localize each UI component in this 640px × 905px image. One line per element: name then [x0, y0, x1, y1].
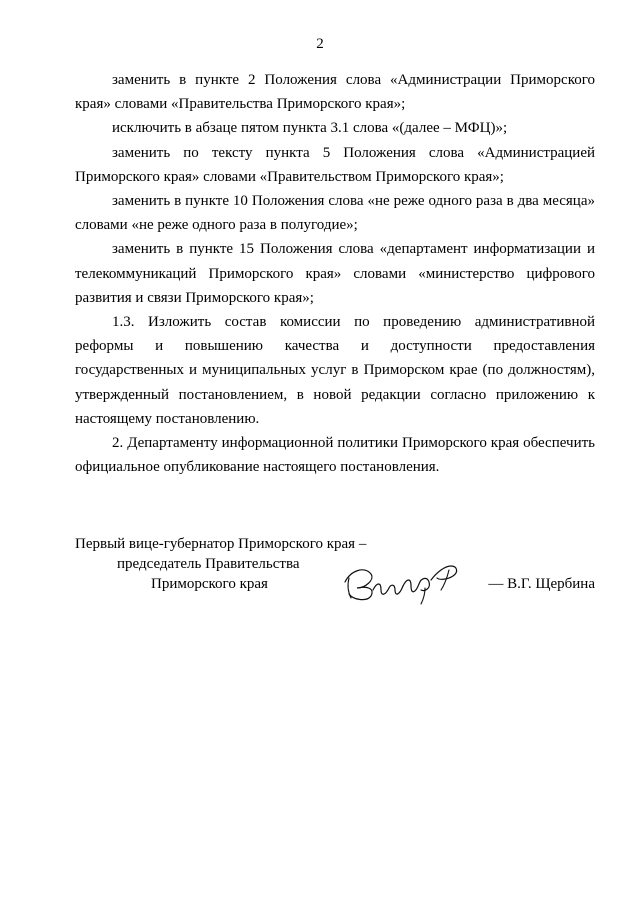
signatory-title-line-3: Приморского края — [151, 576, 268, 592]
signature-block — [75, 534, 595, 614]
paragraph-replace-point-5: заменить по тексту пункта 5 Положения слова «Администрацией Приморского края» словами «Правительством Приморского края»; — [75, 144, 595, 185]
handwritten-signature — [341, 552, 465, 606]
paragraph-item-2: 2. Департаменту информационной политики Приморского края обеспечить официальное опубликование настоящего постановления. — [75, 435, 595, 476]
paragraph-exclude-mfc: исключить в абзаце пятом пункта 3.1 слова «(далее – МФЦ)»; — [112, 120, 508, 137]
paragraph-replace-point-15: заменить в пункте 15 Положения слова «департамент информатизации и телекоммуникаций Приморского края» словами «министерство цифрового развития и связи Приморского края»; — [75, 241, 595, 306]
page-number: 2 — [316, 36, 324, 52]
paragraph-item-1-3: 1.3. Изложить состав комиссии по проведению административной реформы и повышению качества и доступности предоставления государственных и муниципальных услуг в Приморском крае (по должностям), утвержденный постановлением, в новой редакции согласно приложению к настоящему постановлению. — [75, 314, 595, 427]
paragraph-replace-point-10: заменить в пункте 10 Положения слова «не реже одного раза в два месяца» словами «не реже одного раза в полугодие»; — [75, 193, 595, 234]
signatory-title-line-2: председатель Правительства — [117, 556, 300, 572]
signatory-title-line-1: Первый вице-губернатор Приморского края – — [75, 536, 367, 552]
paragraph-replace-point-2: заменить в пункте 2 Положения слова «Администрации Приморского края» словами «Правительства Приморского края»; — [75, 72, 595, 113]
document-body — [75, 68, 595, 479]
signatory-name: — В.Г. Щербина — [488, 576, 595, 592]
